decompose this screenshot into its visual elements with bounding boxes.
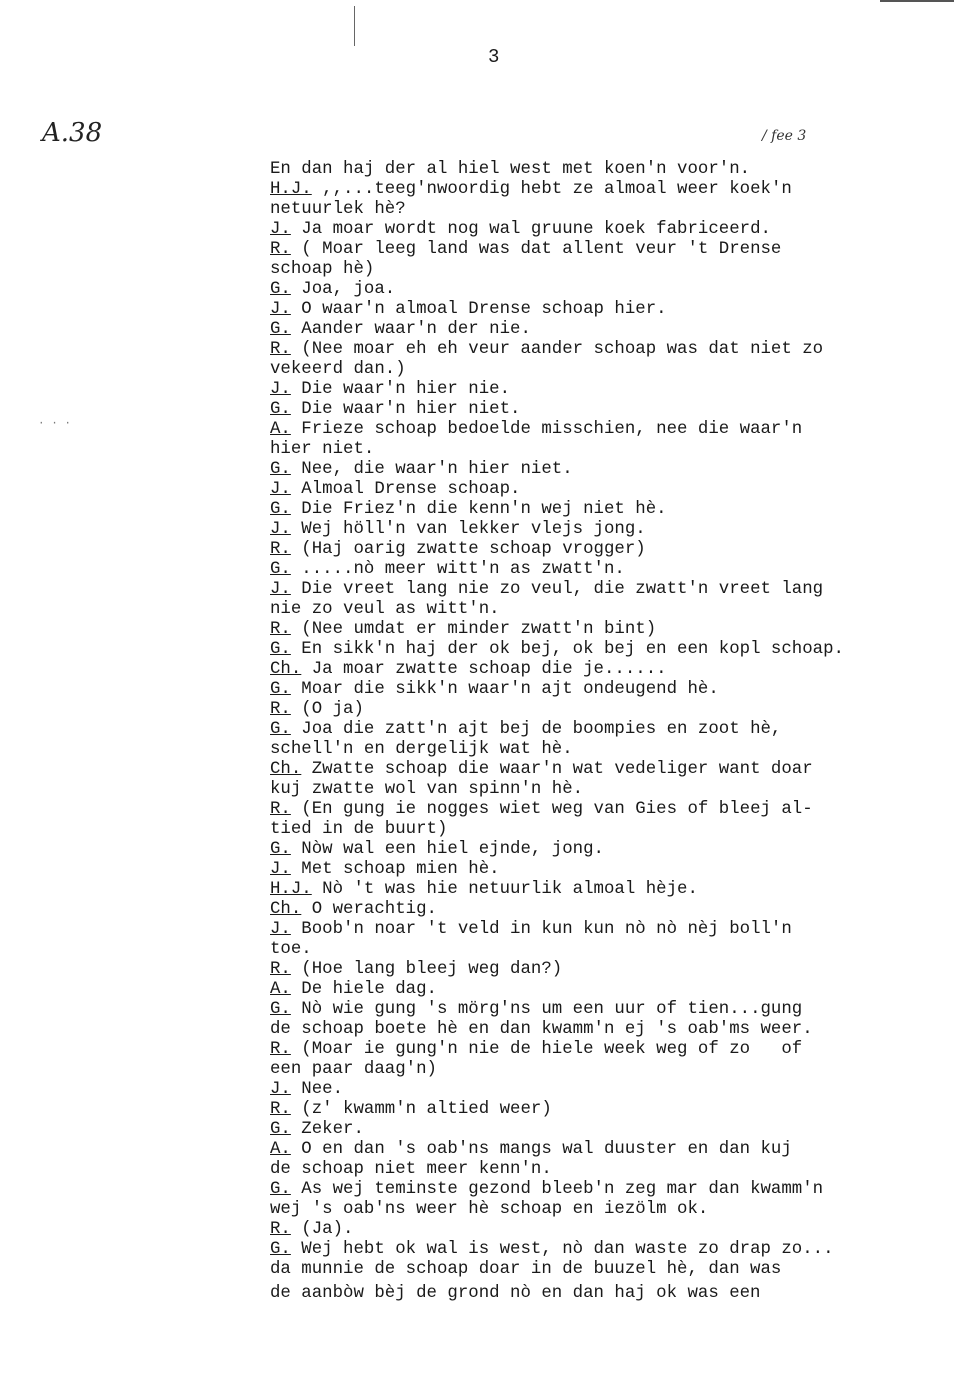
transcript-line	[270, 640, 950, 660]
line-text: Ja moar zwatte schoap die je......	[301, 660, 667, 679]
speaker-label: J.	[270, 920, 291, 939]
top-rule	[880, 0, 954, 2]
speaker-label: Ch.	[270, 900, 302, 919]
transcript-line	[270, 600, 950, 620]
line-text: ,,...teeg'nwoordig hebt ze almoal weer koek'n	[311, 180, 792, 199]
line-text: En dan haj der al hiel west met koen'n voor'n.	[270, 160, 751, 179]
line-text: (Nee umdat er minder zwatt'n bint)	[290, 620, 657, 639]
speaker-label: H.J.	[270, 180, 312, 199]
line-text: Wej höll'n van lekker vlejs jong.	[290, 520, 646, 539]
line-text: De hiele dag.	[290, 980, 437, 999]
line-text: tied in de buurt)	[270, 820, 448, 839]
line-text: de schoap boete hè en dan kwamm'n ej 's oab'ms weer.	[270, 1020, 813, 1039]
transcript-line	[270, 160, 950, 180]
line-text: netuurlek hè?	[270, 200, 406, 219]
line-text: Zeker.	[290, 1120, 364, 1139]
line-text: Boob'n noar 't veld in kun kun nò nò nèj boll'n	[290, 920, 792, 939]
speaker-label: J.	[270, 220, 291, 239]
transcript-line	[270, 1240, 950, 1260]
line-text: Nò 't was hie netuurlik almoal hèje.	[311, 880, 698, 899]
transcript-line	[270, 1220, 950, 1240]
line-text: O waar'n almoal Drense schoap hier.	[290, 300, 667, 319]
speaker-label: R.	[270, 800, 291, 819]
line-text: As wej teminste gezond bleeb'n zeg mar dan kwamm'n	[290, 1180, 824, 1199]
transcript-line	[270, 380, 950, 400]
transcript-line	[270, 440, 950, 460]
transcript-line	[270, 220, 950, 240]
speaker-label: R.	[270, 240, 291, 259]
transcript-line	[270, 580, 950, 600]
speaker-label: G.	[270, 680, 291, 699]
transcript-line	[270, 680, 950, 700]
line-text: O werachtig.	[301, 900, 437, 919]
transcript-line	[270, 1100, 950, 1120]
speaker-label: G.	[270, 1240, 291, 1259]
speaker-label: J.	[270, 300, 291, 319]
transcript-line	[270, 560, 950, 580]
speaker-label: G.	[270, 640, 291, 659]
speaker-label: R.	[270, 620, 291, 639]
line-text: Almoal Drense schoap.	[290, 480, 521, 499]
transcript-line	[270, 360, 950, 380]
transcript-line	[270, 180, 950, 200]
line-text: toe.	[270, 940, 312, 959]
speaker-label: J.	[270, 1080, 291, 1099]
line-text: de schoap niet meer kenn'n.	[270, 1160, 552, 1179]
transcript-line	[270, 720, 950, 740]
transcript-line	[270, 200, 950, 220]
transcript-line	[270, 1160, 950, 1180]
speaker-label: R.	[270, 340, 291, 359]
line-text: (Haj oarig zwatte schoap vrogger)	[290, 540, 646, 559]
speaker-label: Ch.	[270, 660, 302, 679]
transcript-line	[270, 340, 950, 360]
speaker-label: J.	[270, 860, 291, 879]
transcript-line	[270, 1000, 950, 1020]
line-text: Joa, joa.	[290, 280, 396, 299]
line-text: (Hoe lang bleej weg dan?)	[290, 960, 563, 979]
transcript-line	[270, 500, 950, 520]
transcript-line	[270, 1140, 950, 1160]
speaker-label: G.	[270, 840, 291, 859]
transcript-line	[270, 900, 950, 920]
speaker-label: G.	[270, 460, 291, 479]
transcript-line	[270, 520, 950, 540]
speaker-label: H.J.	[270, 880, 312, 899]
speaker-label: Ch.	[270, 760, 302, 779]
line-text: (En gung ie nogges wiet weg van Gies of bleej al-	[290, 800, 813, 819]
transcript	[270, 160, 950, 1280]
transcript-line	[270, 400, 950, 420]
transcript-line	[270, 860, 950, 880]
transcript-line	[270, 1040, 950, 1060]
speaker-label: G.	[270, 1120, 291, 1139]
line-text: Frieze schoap bedoelde misschien, nee die waar'n	[290, 420, 803, 439]
line-text: Die vreet lang nie zo veul, die zwatt'n vreet lang	[290, 580, 824, 599]
page-number: 3	[488, 46, 500, 68]
transcript-line	[270, 540, 950, 560]
transcript-line	[270, 1060, 950, 1080]
transcript-line	[270, 260, 950, 280]
transcript-line	[270, 1260, 950, 1280]
line-text: vekeerd dan.)	[270, 360, 406, 379]
transcript-line	[270, 1180, 950, 1200]
speaker-label: G.	[270, 560, 291, 579]
speaker-label: G.	[270, 1180, 291, 1199]
transcript-line	[270, 1200, 950, 1220]
line-text: Ja moar wordt nog wal gruune koek fabriceerd.	[290, 220, 771, 239]
line-text: (O ja)	[290, 700, 364, 719]
line-text: .....nò meer witt'n as zwatt'n.	[290, 560, 625, 579]
speaker-label: J.	[270, 380, 291, 399]
speaker-label: G.	[270, 500, 291, 519]
transcript-line	[270, 780, 950, 800]
transcript-line	[270, 480, 950, 500]
line-text: Met schoap mien hè.	[290, 860, 500, 879]
transcript-line	[270, 240, 950, 260]
line-text: Die Friez'n die kenn'n wej niet hè.	[290, 500, 667, 519]
corner-mark: / fee 3	[762, 128, 807, 144]
speaker-label: R.	[270, 1040, 291, 1059]
speaker-label: R.	[270, 1100, 291, 1119]
transcript-line	[270, 620, 950, 640]
last-line: de aanbòw bèj de grond nò en dan haj ok was een	[270, 1284, 761, 1303]
line-text: Aander waar'n der nie.	[290, 320, 531, 339]
line-text: Zwatte schoap die waar'n wat vedeliger want doar	[301, 760, 813, 779]
transcript-line	[270, 1080, 950, 1100]
archive-mark: A.38	[42, 118, 103, 148]
speaker-label: A.	[270, 980, 291, 999]
transcript-line	[270, 840, 950, 860]
transcript-line	[270, 940, 950, 960]
transcript-line	[270, 420, 950, 440]
line-text: Nòw wal een hiel ejnde, jong.	[290, 840, 604, 859]
transcript-line	[270, 820, 950, 840]
line-text: (Ja).	[290, 1220, 354, 1239]
speaker-label: R.	[270, 1220, 291, 1239]
speaker-label: A.	[270, 1140, 291, 1159]
speaker-label: J.	[270, 480, 291, 499]
transcript-line	[270, 300, 950, 320]
line-text: Die waar'n hier niet.	[290, 400, 521, 419]
transcript-line	[270, 760, 950, 780]
transcript-line	[270, 700, 950, 720]
line-text: schell'n en dergelijk wat hè.	[270, 740, 573, 759]
transcript-line	[270, 920, 950, 940]
line-text: Moar die sikk'n waar'n ajt ondeugend hè.	[290, 680, 719, 699]
speaker-label: G.	[270, 400, 291, 419]
speaker-label: R.	[270, 700, 291, 719]
line-text: Wej hebt ok wal is west, nò dan waste zo drap zo...	[290, 1240, 834, 1259]
speaker-label: G.	[270, 280, 291, 299]
line-text: wej 's oab'ns weer hè schoap en iezölm ok.	[270, 1200, 709, 1219]
transcript-line	[270, 960, 950, 980]
transcript-line	[270, 880, 950, 900]
line-text: hier niet.	[270, 440, 375, 459]
transcript-line	[270, 800, 950, 820]
line-text: Nò wie gung 's mörg'ns um een uur of tien...gung	[290, 1000, 803, 1019]
transcript-line	[270, 660, 950, 680]
speaker-label: J.	[270, 580, 291, 599]
line-text: kuj zwatte wol van spinn'n hè.	[270, 780, 584, 799]
speaker-label: R.	[270, 960, 291, 979]
transcript-line	[270, 1120, 950, 1140]
speaker-label: G.	[270, 320, 291, 339]
transcript-line	[270, 980, 950, 1000]
margin-tick	[354, 6, 355, 46]
line-text: da munnie de schoap doar in de buuzel hè, dan was	[270, 1260, 782, 1279]
line-text: Die waar'n hier nie.	[290, 380, 511, 399]
transcript-line	[270, 1020, 950, 1040]
speaker-label: J.	[270, 520, 291, 539]
line-text: En sikk'n haj der ok bej, ok bej en een kopl schoap.	[290, 640, 844, 659]
transcript-line	[270, 740, 950, 760]
speaker-label: A.	[270, 420, 291, 439]
line-text: (Nee moar eh eh veur aander schoap was dat niet zo	[290, 340, 824, 359]
line-text: (z' kwamm'n altied weer)	[290, 1100, 552, 1119]
transcript-line	[270, 280, 950, 300]
line-text: Nee, die waar'n hier niet.	[290, 460, 573, 479]
transcript-line	[270, 460, 950, 480]
line-text: een paar daag'n)	[270, 1060, 437, 1079]
line-text: nie zo veul as witt'n.	[270, 600, 500, 619]
speaker-label: G.	[270, 720, 291, 739]
line-text: (Moar ie gung'n nie de hiele week weg of zo of	[290, 1040, 803, 1059]
margin-dots: · · ·	[38, 418, 72, 430]
speaker-label: R.	[270, 540, 291, 559]
line-text: O en dan 's oab'ns mangs wal duuster en dan kuj	[290, 1140, 792, 1159]
line-text: Joa die zatt'n ajt bej de boompies en zoot hè,	[290, 720, 782, 739]
transcript-line	[270, 320, 950, 340]
line-text: schoap hè)	[270, 260, 375, 279]
line-text: ( Moar leeg land was dat allent veur 't Drense	[290, 240, 782, 259]
speaker-label: G.	[270, 1000, 291, 1019]
line-text: Nee.	[290, 1080, 344, 1099]
